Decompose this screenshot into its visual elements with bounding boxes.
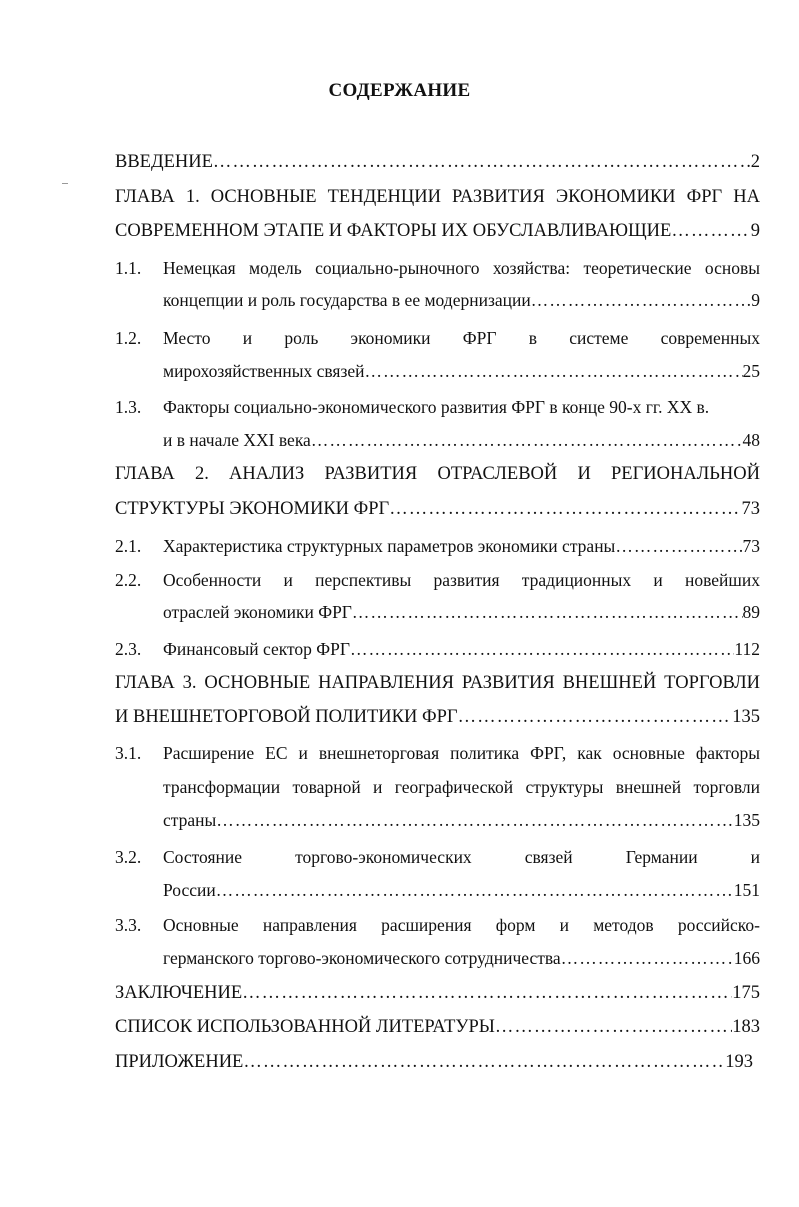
toc-entry-chapter-3-cont[interactable]: И ВНЕШНЕТОРГОВОЙ ПОЛИТИКИ ФРГ ……………………………………………………………………………………………………………………………………………………………………………………………… 135 xyxy=(115,705,760,729)
toc-entry-appendix[interactable]: ПРИЛОЖЕНИЕ ……………………………………………………………………………………………………………………………………………………………………………………………… 193 xyxy=(115,1050,753,1074)
toc-entry-section-3-2[interactable]: Состояние торгово-экономических связей Германии и xyxy=(163,847,760,867)
section-number: 1.1. xyxy=(115,258,142,278)
page-number: 151 xyxy=(733,880,760,900)
page-number: 25 xyxy=(742,361,760,381)
toc-entry-section-3-1-cont[interactable]: трансформации товарной и географической структуры внешней торговли xyxy=(163,777,760,797)
section-number: 3.1. xyxy=(115,743,142,763)
toc-entry-section-3-2-cont[interactable]: России ……………………………………………………………………………………………………………………………………………………………………………………………… 151 xyxy=(163,878,760,902)
toc-entry-section-2-2[interactable]: Особенности и перспективы развития традиционных и новейших xyxy=(163,570,760,590)
scan-mark xyxy=(62,183,68,184)
toc-entry-section-3-1[interactable]: Расширение ЕС и внешнеторговая политика ФРГ, как основные факторы xyxy=(163,743,760,763)
toc-entry-section-3-3[interactable]: Основные направления расширения форм и методов российско- xyxy=(163,915,760,935)
toc-entry-section-1-2[interactable]: Место и роль экономики ФРГ в системе современных xyxy=(163,328,760,348)
toc-entry-chapter-3[interactable]: ГЛАВА 3. ОСНОВНЫЕ НАПРАВЛЕНИЯ РАЗВИТИЯ ВНЕШНЕЙ ТОРГОВЛИ xyxy=(115,673,760,693)
page-title: СОДЕРЖАНИЕ xyxy=(328,80,471,101)
toc-entry-section-2-1[interactable]: Характеристика структурных параметров экономики страны ……………………………………………………………………………………………………………………………………………………………………………………………… 73 xyxy=(163,534,760,558)
toc-entry-section-3-1-cont2[interactable]: страны ……………………………………………………………………………………………………………………………………………………………………………………………… 135 xyxy=(163,808,760,832)
toc-entry-section-1-2-cont[interactable]: мирохозяйственных связей ……………………………………………………………………………………………………………………………………………………………………………………………… 25 xyxy=(163,359,760,383)
toc-entry-conclusion[interactable]: ЗАКЛЮЧЕНИЕ ……………………………………………………………………………………………………………………………………………………………………………………………… 175 xyxy=(115,981,760,1005)
toc-entry-chapter-2-cont[interactable]: СТРУКТУРЫ ЭКОНОМИКИ ФРГ ……………………………………………………………………………………………………………………………………………………………………………………………… 73 xyxy=(115,497,760,521)
page-number: 48 xyxy=(742,430,760,450)
page-number: 73 xyxy=(741,499,760,519)
section-number: 3.3. xyxy=(115,915,142,935)
section-number: 1.2. xyxy=(115,328,142,348)
toc-entry-section-1-3[interactable]: Факторы социально-экономического развития ФРГ в конце 90-х гг. XX в. xyxy=(163,397,710,417)
section-number: 2.3. xyxy=(115,639,142,659)
section-number: 1.3. xyxy=(115,397,142,417)
toc-entry-chapter-1[interactable]: ГЛАВА 1. ОСНОВНЫЕ ТЕНДЕНЦИИ РАЗВИТИЯ ЭКОНОМИКИ ФРГ НА xyxy=(115,187,760,207)
page-number: 112 xyxy=(734,639,760,659)
toc-entry-chapter-2[interactable]: ГЛАВА 2. АНАЛИЗ РАЗВИТИЯ ОТРАСЛЕВОЙ И РЕГИОНАЛЬНОЙ xyxy=(115,464,760,484)
entry-title: ВВЕДЕНИЕ xyxy=(115,152,213,172)
toc-entry-introduction[interactable] xyxy=(115,150,760,174)
toc-entry-section-2-2-cont[interactable]: отраслей экономики ФРГ ……………………………………………………………………………………………………………………………………………………………………………………………… 89 xyxy=(163,600,760,624)
section-number: 3.2. xyxy=(115,847,142,867)
page-number: 183 xyxy=(732,1017,760,1037)
toc-entry-section-1-1-cont[interactable]: концепции и роль государства в ее модернизации ……………………………………………………………………………………………………………………………………………………………………………………………… 9 xyxy=(163,288,760,312)
page-number: 89 xyxy=(742,602,760,622)
page-number: 9 xyxy=(750,221,760,241)
page-number: 166 xyxy=(733,948,760,968)
toc-entry-section-1-3-cont[interactable]: и в начале XXI века ……………………………………………………………………………………………………………………………………………………………………………………………… 48 xyxy=(163,428,760,452)
toc-entry-chapter-1-cont[interactable]: СОВРЕМЕННОМ ЭТАПЕ И ФАКТОРЫ ИХ ОБУСЛАВЛИВАЮЩИЕ ……………………………………………………………………………………………………………………………………………………………………………………………… 9 xyxy=(115,219,760,243)
page-number: 135 xyxy=(732,707,760,727)
toc-entry-section-1-1[interactable]: Немецкая модель социально-рыночного хозяйства: теоретические основы xyxy=(163,258,760,278)
page-number: 135 xyxy=(733,810,760,830)
page-number: 175 xyxy=(732,983,760,1003)
page-number: 193 xyxy=(725,1052,753,1072)
toc-entry-section-2-3[interactable]: Финансовый сектор ФРГ ……………………………………………………………………………………………………………………………………………………………………………………………… 112 xyxy=(163,637,760,661)
page-number: 9 xyxy=(751,290,760,310)
page-number: 2 xyxy=(750,152,760,172)
section-number: 2.1. xyxy=(115,536,142,556)
toc-entry-section-3-3-cont[interactable]: германского торгово-экономического сотрудничества ……………………………………………………………………………………………………………………………………………………………………………………………… 166 xyxy=(163,946,760,970)
page-number: 73 xyxy=(742,536,760,556)
section-number: 2.2. xyxy=(115,570,142,590)
toc-entry-references[interactable]: СПИСОК ИСПОЛЬЗОВАННОЙ ЛИТЕРАТУРЫ ……………………………………………………………………………………………………………………………………………………………………………………………… 183 xyxy=(115,1015,760,1039)
